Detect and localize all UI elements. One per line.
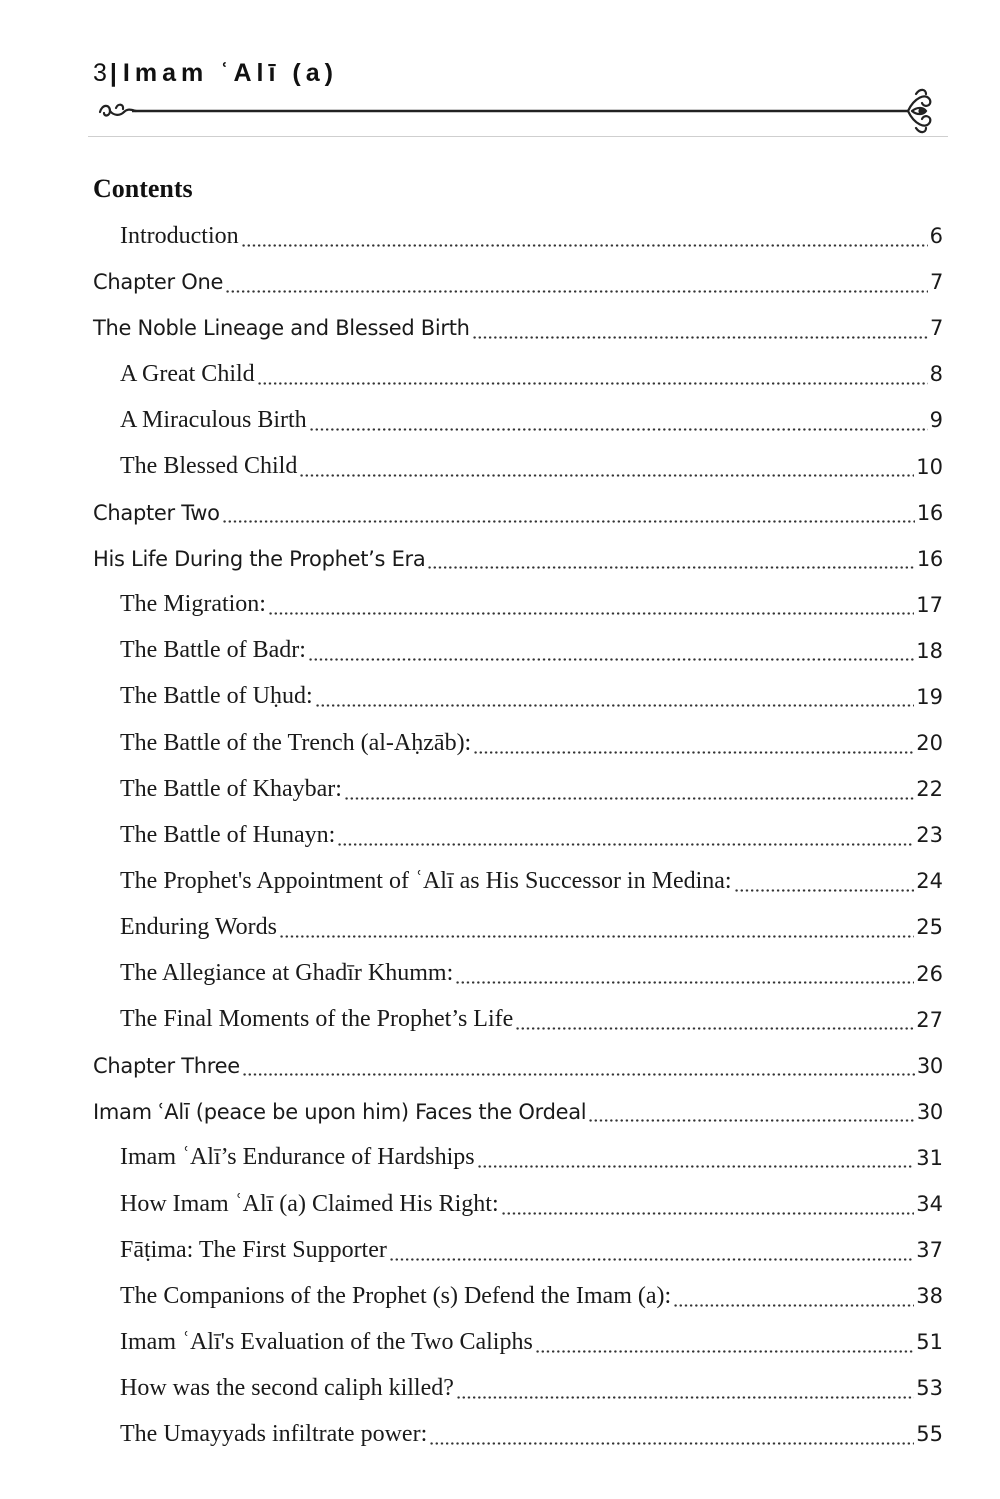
toc-entry-page-number: 19 [916, 684, 943, 709]
toc-entry-label: A Great Child [120, 360, 255, 387]
dot-leader [344, 766, 914, 812]
right-flourish-icon [908, 90, 930, 132]
dot-leader [588, 1089, 915, 1135]
header-book-title: Imam ʿAlī (a) [122, 59, 338, 87]
toc-entry[interactable] [0, 1319, 1000, 1365]
dot-leader [242, 1043, 915, 1089]
toc-entry-label: The Battle of Badr: [120, 637, 306, 664]
toc-entry-page-number: 24 [916, 869, 943, 894]
toc-entry-label: The Final Moments of the Prophet’s Life [120, 1006, 514, 1033]
toc-entry-page-number: 30 [916, 1099, 943, 1124]
toc-entry[interactable] [0, 628, 1000, 674]
toc-entry[interactable] [0, 305, 1000, 351]
toc-entry-page-number: 31 [916, 1145, 943, 1170]
toc-entry[interactable] [0, 951, 1000, 997]
toc-entry-page-number: 55 [916, 1422, 943, 1447]
toc-entry[interactable] [0, 904, 1000, 950]
toc-entry-label: Introduction [120, 222, 239, 249]
toc-entry[interactable] [0, 1365, 1000, 1411]
dot-leader [225, 259, 928, 305]
toc-entry-page-number: 7 [929, 316, 943, 341]
toc-entry[interactable] [0, 1043, 1000, 1089]
ornamental-rule [96, 86, 936, 138]
toc-entry-label: The Migration: [120, 591, 266, 618]
dot-leader [427, 536, 914, 582]
toc-entry-label: Imam ʿAlī's Evaluation of the Two Caliphs [120, 1328, 533, 1355]
table-of-contents [0, 213, 1000, 1458]
toc-entry[interactable] [0, 858, 1000, 904]
toc-entry[interactable] [0, 490, 1000, 536]
dot-leader [456, 1365, 914, 1411]
toc-entry[interactable] [0, 1181, 1000, 1227]
dot-leader [308, 628, 914, 674]
dot-leader [337, 812, 914, 858]
toc-entry-page-number: 38 [916, 1284, 943, 1309]
toc-entry-page-number: 16 [916, 546, 943, 571]
dot-leader [268, 582, 914, 628]
toc-entry-page-number: 34 [916, 1192, 943, 1217]
header-separator: | [109, 59, 117, 87]
dot-leader [389, 1227, 914, 1273]
toc-entry[interactable] [0, 351, 1000, 397]
dot-leader [472, 305, 928, 351]
toc-entry-page-number: 53 [916, 1376, 943, 1401]
toc-entry-label: The Allegiance at Ghadīr Khumm: [120, 960, 454, 987]
toc-entry[interactable] [0, 997, 1000, 1043]
toc-entry-label: Fāṭima: The First Supporter [120, 1236, 387, 1263]
toc-entry[interactable] [0, 259, 1000, 305]
toc-entry[interactable] [0, 720, 1000, 766]
toc-entry-page-number: 7 [929, 270, 943, 295]
toc-entry[interactable] [0, 674, 1000, 720]
toc-entry-label: The Battle of the Trench (al-Aḥzāb): [120, 729, 472, 756]
dot-leader [455, 951, 914, 997]
toc-entry-label: Chapter One [93, 270, 224, 295]
toc-entry-page-number: 23 [916, 823, 943, 848]
toc-entry-label: Imam ʿAlī (peace be upon him) Faces the Ordeal [93, 1099, 587, 1124]
toc-entry-label: The Umayyads infiltrate power: [120, 1420, 428, 1447]
toc-entry-page-number: 26 [916, 961, 943, 986]
dot-leader [257, 351, 928, 397]
dot-leader [241, 213, 928, 259]
toc-entry-label: The Prophet's Appointment of ʿAlī as His Successor in Medina: [120, 867, 732, 894]
toc-entry-page-number: 18 [916, 638, 943, 663]
running-header [93, 56, 338, 90]
toc-entry-page-number: 37 [916, 1238, 943, 1263]
toc-entry-page-number: 6 [929, 224, 943, 249]
toc-entry-page-number: 22 [916, 777, 943, 802]
toc-entry[interactable] [0, 582, 1000, 628]
dot-leader [535, 1319, 914, 1365]
toc-entry-page-number: 8 [929, 362, 943, 387]
dot-leader [222, 490, 915, 536]
dot-leader [734, 858, 915, 904]
toc-entry[interactable] [0, 1135, 1000, 1181]
toc-entry-label: Chapter Three [93, 1053, 240, 1078]
dot-leader [673, 1273, 914, 1319]
toc-entry-page-number: 25 [916, 915, 943, 940]
toc-entry-label: How Imam ʿAlī (a) Claimed His Right: [120, 1190, 499, 1217]
dot-leader [477, 1135, 915, 1181]
dot-leader [501, 1181, 915, 1227]
toc-entry-page-number: 9 [929, 408, 943, 433]
toc-entry-page-number: 16 [916, 500, 943, 525]
toc-entry-label: Imam ʿAlī’s Endurance of Hardships [120, 1144, 475, 1171]
toc-entry[interactable] [0, 812, 1000, 858]
dot-leader [279, 904, 914, 950]
header-page-number: 3 [93, 59, 108, 87]
contents-heading: Contents [93, 174, 193, 203]
dot-leader [515, 997, 914, 1043]
toc-entry-page-number: 27 [916, 1007, 943, 1032]
toc-entry-label: The Blessed Child [120, 453, 298, 480]
toc-entry[interactable] [0, 536, 1000, 582]
toc-entry-label: The Battle of Khaybar: [120, 775, 342, 802]
toc-entry[interactable] [0, 213, 1000, 259]
left-flourish-icon [100, 105, 136, 116]
dot-leader [473, 720, 914, 766]
toc-entry-label: How was the second caliph killed? [120, 1374, 454, 1401]
toc-entry[interactable] [0, 1273, 1000, 1319]
toc-entry-label: Chapter Two [93, 500, 220, 525]
toc-entry-page-number: 17 [916, 592, 943, 617]
header-divider [88, 136, 948, 137]
toc-entry-label: The Companions of the Prophet (s) Defend the Imam (a): [120, 1282, 672, 1309]
toc-entry-label: The Battle of Uḥud: [120, 683, 313, 710]
toc-entry-label: The Noble Lineage and Blessed Birth [93, 316, 470, 341]
toc-entry[interactable] [0, 1089, 1000, 1135]
toc-entry[interactable] [0, 1227, 1000, 1273]
toc-entry-page-number: 20 [916, 731, 943, 756]
toc-entry[interactable] [0, 397, 1000, 443]
dot-leader [309, 397, 928, 443]
toc-entry[interactable] [0, 766, 1000, 812]
toc-entry[interactable] [0, 443, 1000, 489]
toc-entry-page-number: 10 [916, 454, 943, 479]
toc-entry[interactable] [0, 1411, 1000, 1457]
dot-leader [315, 674, 915, 720]
toc-entry-label: Enduring Words [120, 913, 277, 940]
toc-entry-page-number: 30 [916, 1053, 943, 1078]
toc-entry-label: A Miraculous Birth [120, 406, 307, 433]
dot-leader [429, 1411, 914, 1457]
toc-entry-label: The Battle of Hunayn: [120, 821, 336, 848]
toc-entry-page-number: 51 [916, 1330, 943, 1355]
dot-leader [299, 443, 914, 489]
toc-entry-label: His Life During the Prophet’s Era [93, 546, 426, 571]
